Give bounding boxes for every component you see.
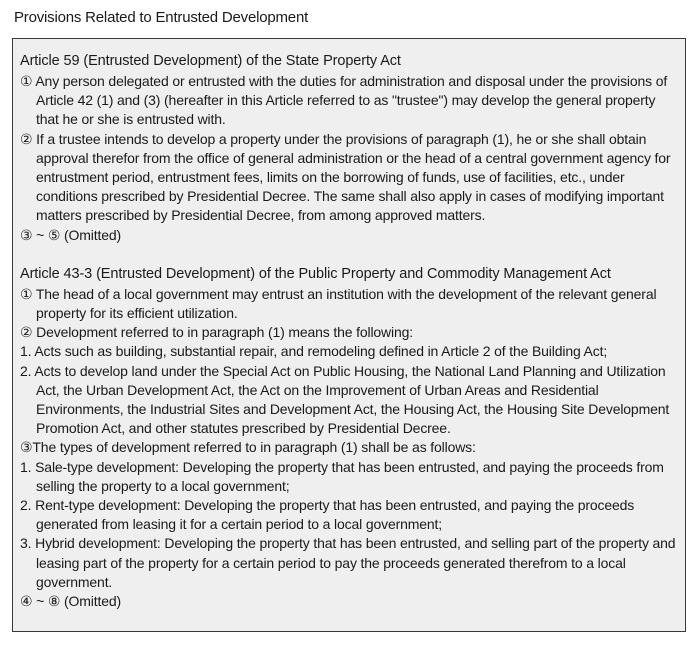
article-59-paragraph-2: ② If a trustee intends to develop a property under the provisions of paragraph (1), he or she shall obtain approval therefor from the office of general administration or the head of a central government agency for entrustment period, entrustment fees, limits on the borrowing of funds, use of facilities, etc., under conditions prescribed by Presidential Decree. The same shall also apply in cases of modifying important matters prescribed by Presidential Decree, from among approved matters. [20, 130, 671, 224]
article-59-paragraph-1: ① Any person delegated or entrusted with the duties for administration and disposal under the provisions of Article 42 (1) and (3) (hereafter in this Article referred to as "trustee") may develop the general property that he or she is entrusted with. [20, 73, 668, 128]
article-43-3-paragraph-3: ③The types of development referred to in paragraph (1) shall be as follows: [20, 439, 476, 456]
paragraph-3-item: 2. Rent-type development: Developing the property that has been entrusted, and paying the proceeds generated from leasing it for a certain period to a local government; [20, 497, 635, 533]
article-59-heading: Article 59 (Entrusted Development) of the State Property Act [20, 53, 401, 69]
paragraph-3-item: 3. Hybrid development: Developing the property that has been entrusted, and selling part of the property and leasing part of the property for a certain period to pay the proceeds generated therefrom to a local government. [20, 535, 676, 590]
paragraph-2-item: 2. Acts to develop land under the Special Act on Public Housing, the National Land Planning and Utilization Act, the Urban Development Act, the Act on the Improvement of Urban Areas and Residential Environments, the Industrial Sites and Development Act, the Housing Act, the Housing Site Development Promotion Act, and other statutes prescribed by Presidential Decree. [20, 362, 670, 437]
paragraph-3-item: 1. Sale-type development: Developing the property that has been entrusted, and paying the proceeds from selling the property to a local government; [20, 458, 664, 494]
provisions-box [12, 38, 686, 632]
paragraph-2-item: 1. Acts such as building, substantial repair, and remodeling defined in Article 2 of the Building Act; [20, 343, 608, 360]
section-spacer [20, 245, 677, 264]
article-59-omitted: ③ ~ ⑤ (Omitted) [20, 226, 122, 243]
article-43-3-omitted: ④ ~ ⑧ (Omitted) [20, 593, 122, 610]
article-43-3-paragraph-2: ② Development referred to in paragraph (1) means the following: [20, 324, 413, 341]
page-title: Provisions Related to Entrusted Development [14, 9, 309, 26]
article-43-3-heading: Article 43-3 (Entrusted Development) of the Public Property and Commodity Management Act [20, 265, 611, 282]
article-43-3-paragraph-1: ① The head of a local government may entrust an institution with the development of the relevant general property for its efficient utilization. [20, 285, 657, 322]
